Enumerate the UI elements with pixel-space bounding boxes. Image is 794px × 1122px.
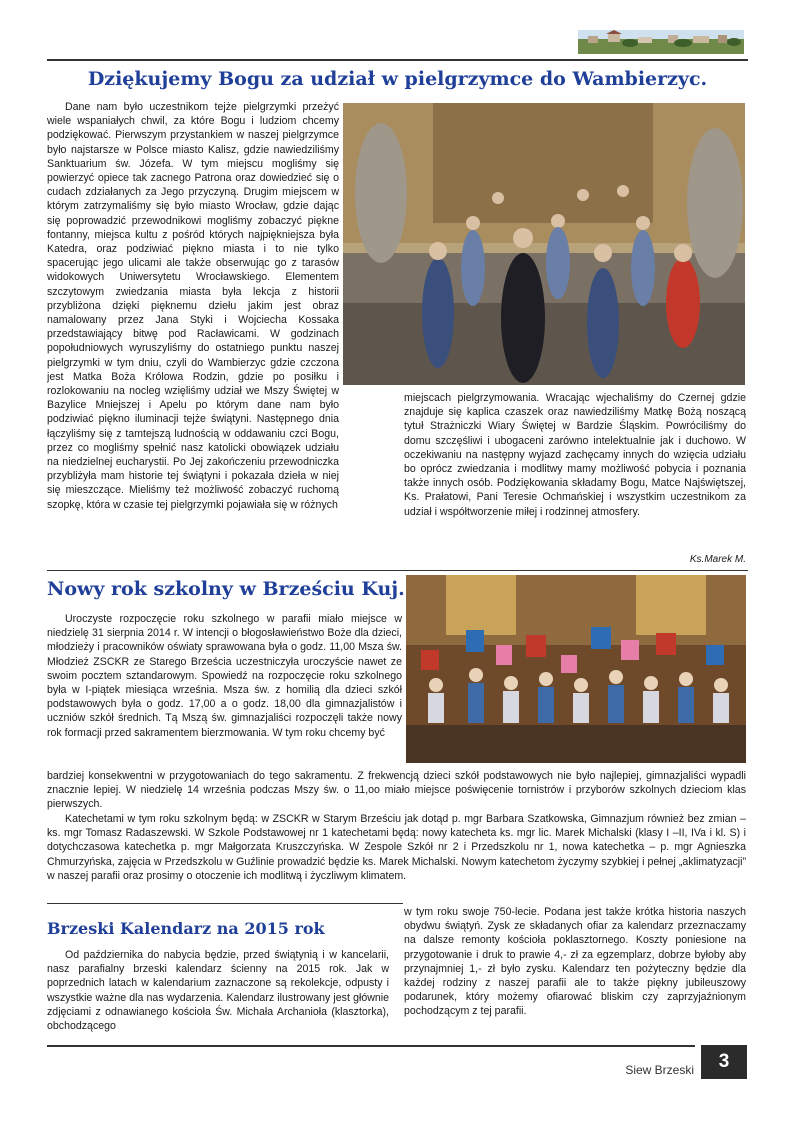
pilgrimage-group-photo (343, 103, 745, 385)
article1-left-text: Dane nam było uczestnikom tejże pielgrzymki przeżyć wiele wspaniałych chwil, za które Bogu i ludziom chcemy podziękować. Pierwszym przystankiem w naszej pielgrzymce było najstarsze w Polsce miasto Kalisz, gdzie nawiedziliśmy Sanktuarium św. Józefa. W tym miejscu mogliśmy się powierzyć opiece tak zacnego Patrona oraz dowiedzieć się o cudach zdziałanych za Jego przyczyną. Drugim miejscem w którym zatrzymaliśmy się było miasto Wrocław, gdzie dając się poprowadzić przewodnikowi mogliśmy zobaczyć piękne fontanny, miejsca kultu z pośród których najpiękniejsza była Katedra, oraz podziwiać piękno miasta i to nie tylko spacerując jego ulicami ale także obserwując go z tarasów widokowych Uniwersytetu Wrocławskiego. Elementem szczytowym zwiedzania miasta była lekcja z historii przybliżona dzięki pięknemu dziełu jakim jest obraz namalowany przez Jana Styki i Wojciecha Kossaka przedstawiający bitwę pod Racławicami. W godzinach popołudniowych wyruszyliśmy do ostatniego punktu naszej pielgrzymki w tym dniu, czyli do Wambierzyc gdzie czczona jest Matka Boża Królowa Rodzin, gdzie po posiłku i rozlokowaniu na nocleg wzięliśmy udział we Mszy Świętej w Bazylice Mniejszej i Apelu po którym dane nam było podziwiać piękno iluminacji tejże świątyni. Następnego dnia łączyliśmy się z tamtejszą ludnością w oddawaniu czci Bogu, przez co mogliśmy spełnić nasz katolicki obowiązek udziału na niedzielnej eucharystii. Po Jej zakończeniu przewodniczka przybliżyła mam historie tej świątyni i pokazała dzieła w niej się mieszczące. Mieliśmy też możliwość zobaczyć ruchomą szopkę, która w czasie tej pielgrzymki pojawiała się w różnych (47, 101, 339, 511)
article3-right-text: w tym roku swoje 750-lecie. Podana jest także krótka historia naszych obydwu świątyń. Zysk ze składanych ofiar za kalendarz przeznaczamy na dalsze remonty kościoła poklasztornego. Koszty poniesione na przygotowanie i druk to prawie 4,- zł za egzemplarz, dobrze byłoby aby przynajmniej 1,- zł było zysku. Kalendarz ten pożyteczny będzie dla każdej rodziny z naszej parafii ale to także piękny jubileuszowy podarunek, który możemy ofiarować bliskim czy zaprzyjaźnionym pochodzącym z tej parafii. (404, 906, 746, 1018)
article1-right-text: miejscach pielgrzymowania. Wracając wjechaliśmy do Czernej gdzie znajduje się kaplica czaszek oraz nawiedziliśmy Matkę Bożą noszącą tytuł Strażniczki Wiary Świętej w Bardzie Śląskim. Powróciliśmy do domu szczęśliwi i ubogaceni zarówno intelektualnie jak i duchowo. W oczekiwaniu na następny wyjazd zachęcamy innych do wzięcia udziału bo oprócz zwiedzania i modlitwy mamy możliwość pobycia i poznania także innych osób. Podziękowania składamy Bogu, Matce Najświętszej, Ks. Prałatowi, Pani Teresie Ochmańskiej i wszystkim uczestnikom za udział i współtworzenie miłej i rodzinnej atmosfery. (404, 392, 746, 518)
article1-signature: Ks.Marek M. (689, 554, 746, 565)
article2-text-wide2: Katechetami w tym roku szkolnym będą: w ZSCKR w Starym Brześciu jak dotąd p. mgr Barbara Szatkowska, Gimnazjum również bez zmian – ks. mgr Tomasz Radaszewski. W Szkole Podstawowej nr 1 katechetami będą: nowy katecheta ks. mgr lic. Marek Michalski (klasy I –II, IVa i kl. S) i dotychczasowa katechetka p. mgr Małgorzata Kruszczyńska. W Zespole Szkół nr 2 i Przedszkolu nr 1, nowa katechetka – p. mgr Agnieszka Chmurzyńska, zajęcia w Przedszkolu w Guźlinie prowadzić będzie ks. Marek Michalski. Nowym katechetom życzymy szybkiej i pełnej „aklimatyzacji” w naszej parafii oraz prosimy o otoczenie ich modlitwą i życzliwym klimatem. (47, 813, 746, 882)
article3-title: Brzeski Kalendarz na 2015 rok (47, 919, 325, 938)
school-children-photo (406, 575, 746, 763)
footer-rule (47, 1045, 695, 1047)
article3-left-text: Od października do nabycia będzie, przed świątynią i w kancelarii, nasz parafialny brzeski kalendarz ścienny na 2015 rok. Jak w poprzednich latach w kalendarium zaznaczone są rekolekcje, odpusty i wszystkie ważne dla nas wydarzenia. Kalendarz ilustrowany jest głównie zdjęciami z odnawianego kościoła Św. Michała Archanioła (klasztorka), obchodzącego (47, 949, 389, 1033)
article1-bottom-rule (47, 570, 748, 571)
article2-text-narrow: Uroczyste rozpoczęcie roku szkolnego w parafii miało miejsce w niedzielę 31 sierpnia 2014 r. W intencji o błogosławieństwo Boże dla dzieci, młodzieży i pracowników oświaty sprawowana była o godz. 11,00 Msza św. Młodzież ZSCKR ze Starego Brześcia uczestniczyła uroczyście nawet ze swoim pocztem sztandarowym. Spowiedź na rozpoczęcie roku szkolnego była w I-piątek miesiąca września. Msza św. z homilią dla dzieci szkół podstawowych była o godz. 17,00 a o godz. 18,00 dla gimnazjalistów i uczniów szkół średnich. Tą Mszą św. gimnazjaliści rozpoczęli także nowy rok formacji przed sakramentem bierzmowania. W tym roku chcemy być (47, 613, 402, 739)
header-landscape-image (578, 30, 744, 54)
page-number: 3 (718, 1051, 730, 1072)
magazine-name: Siew Brzeski (625, 1063, 694, 1077)
header-rule (47, 59, 748, 61)
article2-title: Nowy rok szkolny w Brześciu Kuj. (47, 578, 405, 600)
article2-bottom-rule (47, 903, 403, 904)
article2-text-wide: bardziej konsekwentni w przygotowaniach do tego sakramentu. Z frekwencją dzieci szkół podstawowych nie było najlepiej, gimnazjaliści wypadli znacznie lepiej. W niedzielę 14 września podczas Mszy św. o 11,oo miało miejsce poświęcenie tornistrów i przyborów szkolnych dzieciom klas pierwszych. (47, 770, 746, 811)
page-number-box (701, 1045, 747, 1079)
article1-title: Dziękujemy Bogu za udział w pielgrzymce do Wambierzyc. (87, 68, 708, 90)
